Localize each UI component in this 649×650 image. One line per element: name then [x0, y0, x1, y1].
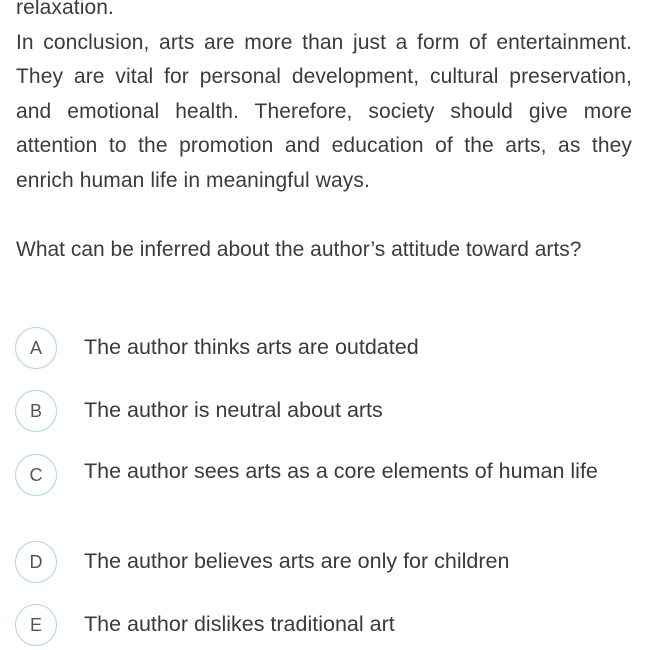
option-d-letter-badge[interactable]: D — [15, 541, 57, 583]
passage-conclusion-paragraph: In conclusion, arts are more than just a form of entertainment. They are vital for personal development, cultural preservation, and emotional health. Therefore, society should give more attention to the promotion and education of the arts, as they enrich human life in meaningful ways. — [16, 30, 632, 192]
option-b-letter-badge[interactable]: B — [15, 390, 57, 432]
option-c-letter-badge[interactable]: C — [15, 454, 57, 496]
option-d-text: The author believes arts are only for children — [84, 549, 510, 573]
option-b[interactable] — [15, 390, 635, 432]
passage-line-fragment: relaxation. — [16, 0, 114, 19]
option-e-letter-badge[interactable]: E — [15, 604, 57, 646]
option-e-text: The author dislikes traditional art — [84, 612, 395, 636]
option-e[interactable] — [15, 604, 635, 646]
option-a-text: The author thinks arts are outdated — [84, 335, 419, 359]
option-c-text: The author sees arts as a core elements of human life — [84, 459, 598, 483]
option-a[interactable] — [15, 327, 635, 369]
question-text: What can be inferred about the author’s attitude toward arts? — [16, 238, 582, 261]
option-b-text: The author is neutral about arts — [84, 398, 383, 422]
option-a-letter-badge[interactable]: A — [15, 327, 57, 369]
reading-passage — [16, 0, 632, 199]
option-c[interactable] — [15, 454, 635, 496]
option-d[interactable] — [15, 541, 635, 583]
